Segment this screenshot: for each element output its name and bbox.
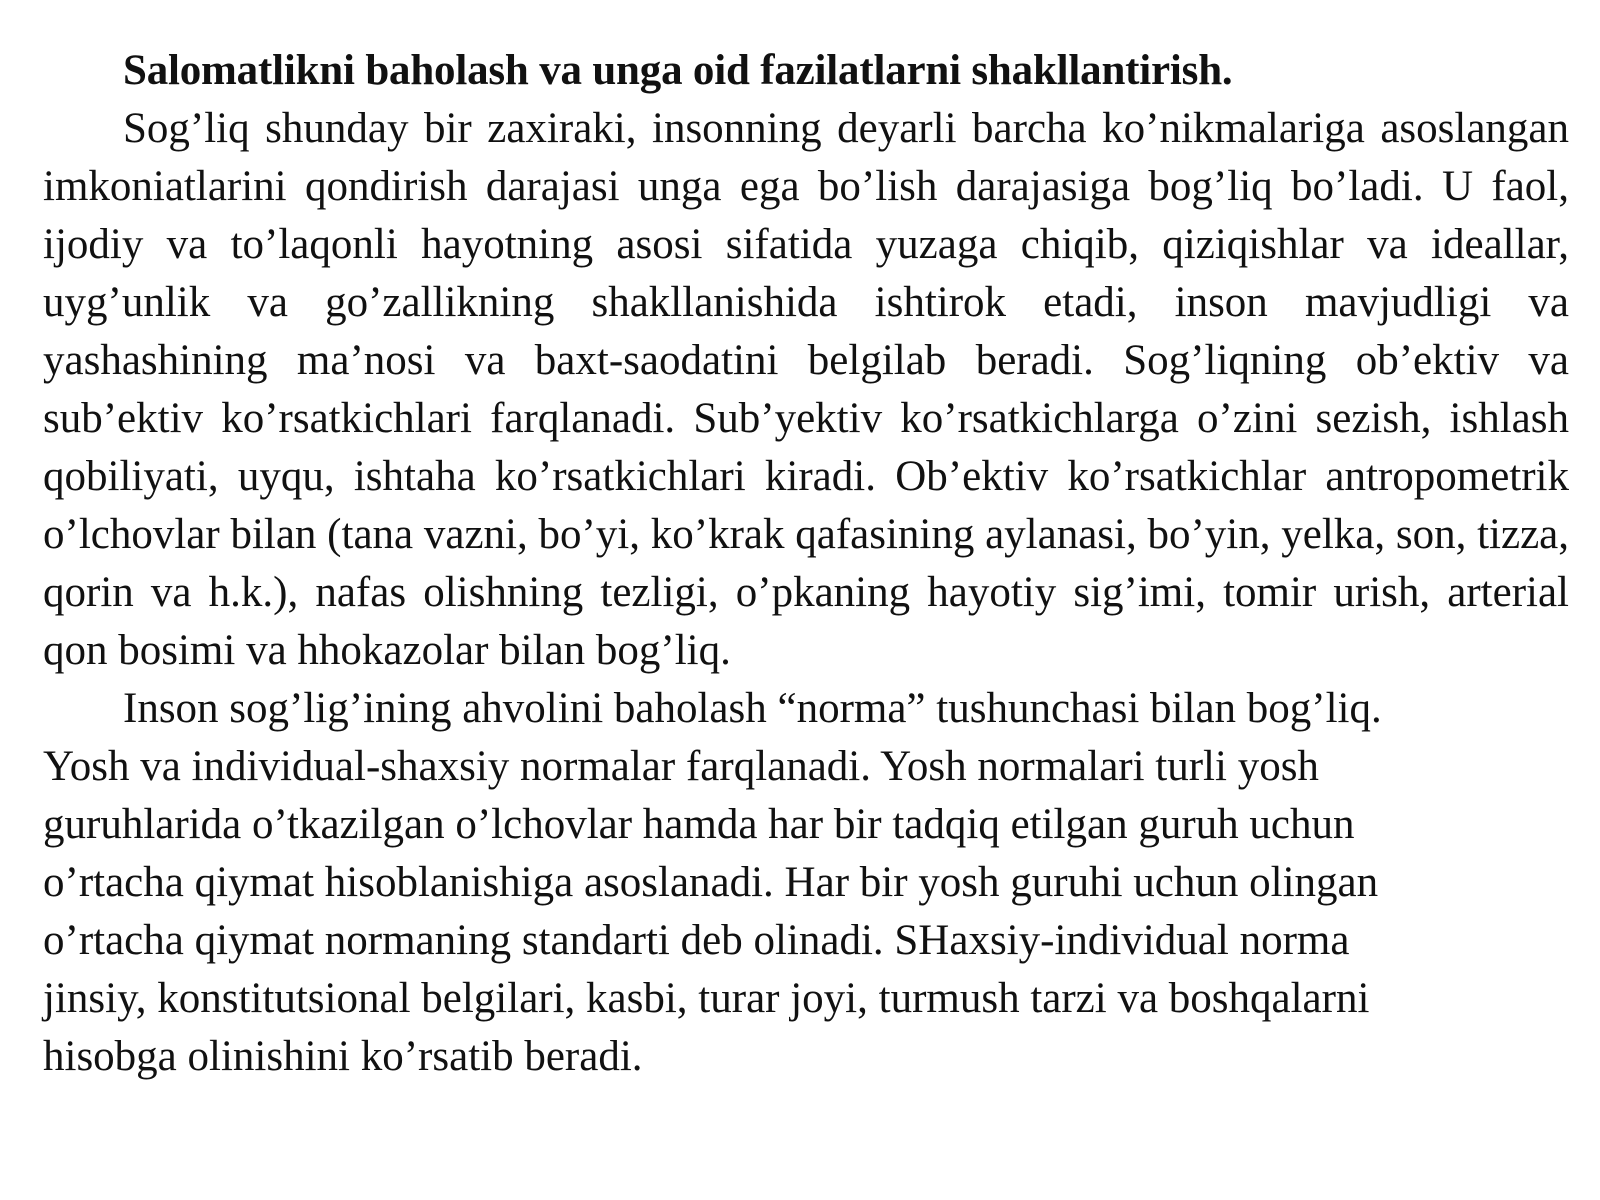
paragraph-health-indicators: Sog’liq shunday bir zaxiraki, insonning deyarli barcha ko’nikmalariga asoslangan imkoniatlarini qondirish darajasi unga ega bo’lish darajasiga bog’liq bo’ladi. U faol, ijodiy va to’laqonli hayotning asosi sifatida yuzaga chiqib, qiziqishlar va ideallar, uyg’unlik va go’zallikning shakllanishida ishtirok etadi, inson mavjudligi va yashashining ma’nosi va baxt-saodatini belgilab beradi. Sog’liqning ob’ektiv va sub’ektiv ko’rsatkichlari farqlanadi. Sub’yektiv ko’rsatkichlarga o’zini sezish, ishlash qobiliyati, uyqu, ishtaha ko’rsatkichlari kiradi. Ob’ektiv ko’rsatkichlar antropometrik o’lchovlar bilan (tana vazni, bo’yi, ko’krak qafasining aylanasi, bo’yin, yelka, son, tizza, qorin va h.k.), nafas olishning tezligi, o’pkaning hayotiy sig’imi, tomir urish, arterial qon bosimi va hhokazolar bilan bog’liq.	[43, 105, 1569, 674]
paragraph-line: Yosh va individual-shaxsiy normalar farqlanadi. Yosh normalari turli yosh	[43, 743, 1319, 790]
paragraph-line: Inson sog’lig’ining ahvolini baholash “norma” tushunchasi bilan bog’liq.	[123, 685, 1382, 732]
paragraph-health-norms	[43, 680, 1569, 1086]
document-page	[43, 42, 1569, 1086]
paragraph-line: guruhlarida o’tkazilgan o’lchovlar hamda har bir tadqiq etilgan guruh uchun	[43, 801, 1355, 848]
document-heading: Salomatlikni baholash va unga oid fazilatlarni shakllantirish.	[123, 47, 1233, 94]
paragraph-line: jinsiy, konstitutsional belgilari, kasbi, turar joyi, turmush tarzi va boshqalarni	[43, 975, 1370, 1022]
paragraph-line: hisobga olinishini ko’rsatib beradi.	[43, 1033, 643, 1080]
paragraph-line: o’rtacha qiymat normaning standarti deb olinadi. SHaxsiy-individual norma	[43, 917, 1350, 964]
paragraph-line: o’rtacha qiymat hisoblanishiga asoslanadi. Har bir yosh guruhi uchun olingan	[43, 859, 1379, 906]
